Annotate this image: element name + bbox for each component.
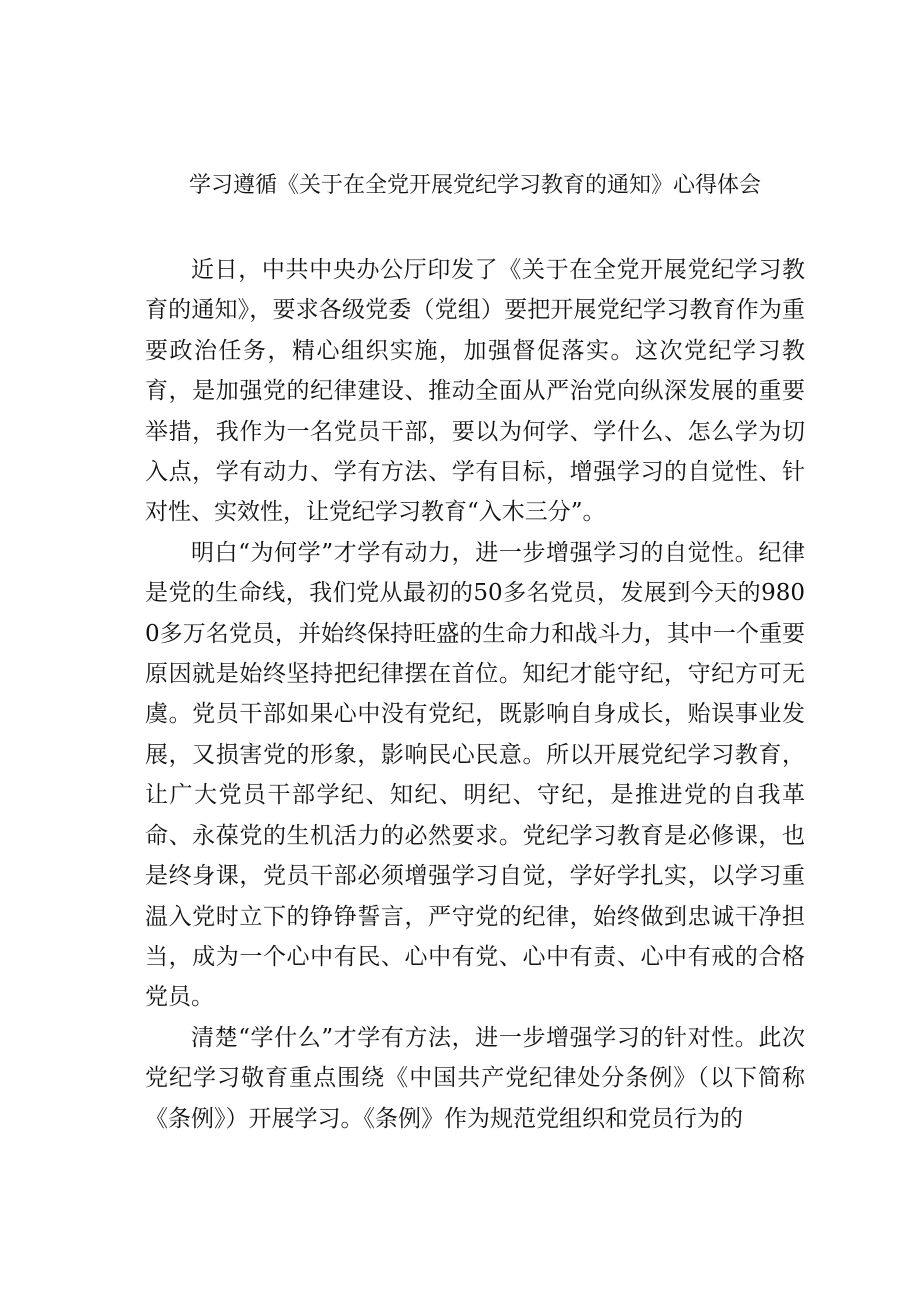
document-body (145, 250, 805, 1139)
paragraph-why-learn: 明白“为何学”才学有动力，进一步增强学习的自觉性。纪律是党的生命线，我们党从最初的50多名党员，发展到今天的9800多万名党员，并始终保持旺盛的生命力和战斗力，其中一个重要原因就是始终坚持把纪律摆在首位。知纪才能守纪，守纪方可无虞。党员干部如果心中没有党纪，既影响自身成长，贻误事业发展，又损害党的形象，影响民心民意。所以开展党纪学习教育，让广大党员干部学纪、知纪、明纪、守纪，是推进党的自我革命、永葆党的生机活力的必然要求。党纪学习教育是必修课，也是终身课，党员干部必须增强学习自觉，学好学扎实，以学习重温入党时立下的铮铮誓言，严守党的纪律，始终做到忠诚干净担当，成为一个心中有民、心中有党、心中有责、心中有戒的合格党员。 (145, 539, 805, 1011)
paragraph-what-learn: 清楚“学什么”才学有方法，进一步增强学习的针对性。此次党纪学习敬育重点围绕《中国共产党纪律处分条例》（以下简称《条例》）开展学习。《条例》作为规范党组织和党员行为的 (145, 1024, 805, 1132)
document-title: 学习遵循《关于在全党开展党纪学习教育的通知》心得体会 (188, 173, 761, 198)
paragraph-intro: 近日，中共中央办公厅印发了《关于在全党开展党纪学习教育的通知》，要求各级党委（党组）要把开展党纪学习教育作为重要政治任务，精心组织实施，加强督促落实。这次党纪学习教育，是加强党的纪律建设、推动全面从严治党向纵深发展的重要举措，我作为一名党员干部，要以为何学、学什么、怎么学为切入点，学有动力、学有方法、学有目标，增强学习的自觉性、针对性、实效性，让党纪学习教育“入木三分”。 (145, 257, 805, 526)
